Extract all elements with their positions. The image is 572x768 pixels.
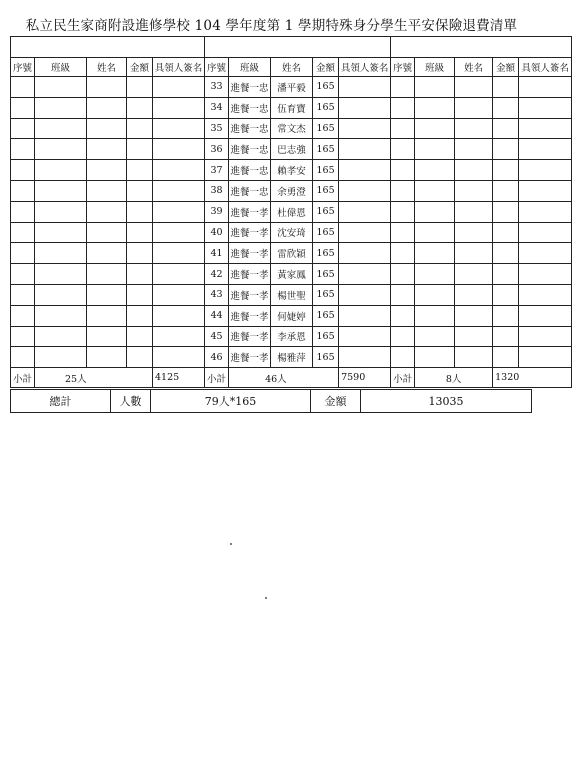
section-1-signature-cell [153,180,205,201]
table-row [11,284,572,305]
section-3-amount-cell [493,243,519,264]
section-3-no-cell [391,305,415,326]
section-3-no-cell [391,284,415,305]
subtotal-amount-1: 4125 [153,368,205,388]
section-1-amount-cell [127,180,153,201]
section-2-amount-cell: 165 [313,347,339,368]
section-3-no-cell [391,160,415,181]
section-1-name-cell [87,284,127,305]
section-1-no-cell [11,347,35,368]
section-2-name-cell: 雷欣穎 [271,243,313,264]
section-1-name-cell [87,77,127,98]
header-signature: 具領人簽名 [519,58,572,77]
blank-top-row [11,37,572,58]
section-2-no-cell: 45 [205,326,229,347]
section-1-name-cell [87,305,127,326]
section-3-signature-cell [519,243,572,264]
section-3-amount-cell [493,347,519,368]
section-3-no-cell [391,139,415,160]
section-2-class-cell: 進餐一孝 [229,305,271,326]
section-1-no-cell [11,264,35,285]
section-2-class-cell: 進餐一忠 [229,180,271,201]
section-1-class-cell [35,243,87,264]
section-2-amount-cell: 165 [313,243,339,264]
section-1-signature-cell [153,326,205,347]
section-2-amount-cell: 165 [313,264,339,285]
section-2-class-cell: 進餐一忠 [229,139,271,160]
section-3-name-cell [455,77,493,98]
section-2-signature-cell [339,201,391,222]
section-2-name-cell: 沈安琦 [271,222,313,243]
scan-speck [230,543,232,545]
section-2-signature-cell [339,347,391,368]
section-2-no-cell: 38 [205,180,229,201]
table-row [11,326,572,347]
section-3-amount-cell [493,160,519,181]
section-2-name-cell: 伍育寶 [271,97,313,118]
section-1-name-cell [87,97,127,118]
section-3-signature-cell [519,180,572,201]
total-amount-value: 13035 [361,390,532,413]
section-3-signature-cell [519,264,572,285]
section-1-no-cell [11,97,35,118]
section-3-class-cell [415,264,455,285]
section-2-class-cell: 進餐一孝 [229,222,271,243]
section-3-amount-cell [493,326,519,347]
section-3-signature-cell [519,201,572,222]
table-row [11,243,572,264]
section-3-amount-cell [493,118,519,139]
section-1-signature-cell [153,264,205,285]
section-3-class-cell [415,118,455,139]
section-2-amount-cell: 165 [313,97,339,118]
section-2-no-cell: 36 [205,139,229,160]
section-2-amount-cell: 165 [313,201,339,222]
section-1-class-cell [35,222,87,243]
subtotal-label: 小計 [391,368,415,388]
section-3-class-cell [415,326,455,347]
section-3-name-cell [455,180,493,201]
section-3-class-cell [415,222,455,243]
header-amount: 金額 [127,58,153,77]
section-1-amount-cell [127,264,153,285]
section-3-no-cell [391,201,415,222]
section-2-signature-cell [339,97,391,118]
total-label: 總計 [11,390,111,413]
section-3-no-cell [391,264,415,285]
section-2-name-cell: 楊世聖 [271,284,313,305]
section-1-class-cell [35,264,87,285]
header-amount: 金額 [493,58,519,77]
section-1-name-cell [87,243,127,264]
section-1-signature-cell [153,305,205,326]
section-3-name-cell [455,243,493,264]
section-1-amount-cell [127,222,153,243]
section-2-signature-cell [339,264,391,285]
table-row [11,139,572,160]
header-name: 姓名 [87,58,127,77]
section-3-signature-cell [519,305,572,326]
section-2-class-cell: 進餐一孝 [229,243,271,264]
section-1-amount-cell [127,97,153,118]
section-1-signature-cell [153,139,205,160]
section-1-name-cell [87,222,127,243]
section-2-class-cell: 進餐一孝 [229,284,271,305]
section-2-class-cell: 進餐一孝 [229,347,271,368]
section-2-signature-cell [339,180,391,201]
section-2-name-cell: 杜偉恩 [271,201,313,222]
section-3-no-cell [391,222,415,243]
section-2-name-cell: 賴孝安 [271,160,313,181]
section-2-class-cell: 進餐一忠 [229,77,271,98]
section-2-name-cell: 巴志強 [271,139,313,160]
section-1-amount-cell [127,201,153,222]
table-row [11,77,572,98]
section-3-signature-cell [519,326,572,347]
section-1-top-cell [11,37,205,58]
subtotal-amount-3: 1320 [493,368,572,388]
section-1-class-cell [35,284,87,305]
section-2-signature-cell [339,118,391,139]
header-name: 姓名 [271,58,313,77]
section-1-amount-cell [127,305,153,326]
section-2-amount-cell: 165 [313,180,339,201]
header-signature: 具領人簽名 [339,58,391,77]
section-3-signature-cell [519,118,572,139]
section-3-name-cell [455,222,493,243]
total-count-value: 79人*165 [151,390,311,413]
section-3-name-cell [455,118,493,139]
section-1-no-cell [11,284,35,305]
header-row [11,58,572,77]
section-3-class-cell [415,201,455,222]
document-title: 私立民生家商附設進修學校 104 學年度第 1 學期特殊身分學生平安保險退費清單 [25,18,518,34]
section-1-no-cell [11,160,35,181]
section-2-no-cell: 34 [205,97,229,118]
section-2-name-cell: 黃家鳳 [271,264,313,285]
header-name: 姓名 [455,58,493,77]
section-1-name-cell [87,326,127,347]
section-2-class-cell: 進餐一忠 [229,97,271,118]
section-3-name-cell [455,264,493,285]
section-1-amount-cell [127,160,153,181]
section-1-class-cell [35,97,87,118]
section-3-amount-cell [493,139,519,160]
section-1-amount-cell [127,243,153,264]
section-3-signature-cell [519,139,572,160]
section-1-no-cell [11,222,35,243]
total-count-label: 人數 [111,390,151,413]
section-2-name-cell: 余勇澄 [271,180,313,201]
section-2-name-cell: 何婕婷 [271,305,313,326]
grand-total-table [10,389,532,413]
section-3-no-cell [391,243,415,264]
header-signature: 具領人簽名 [153,58,205,77]
section-3-name-cell [455,305,493,326]
header-no: 序號 [11,58,35,77]
section-1-no-cell [11,77,35,98]
section-1-no-cell [11,305,35,326]
section-3-class-cell [415,284,455,305]
section-2-no-cell: 33 [205,77,229,98]
section-1-class-cell [35,347,87,368]
section-3-class-cell [415,347,455,368]
section-2-no-cell: 37 [205,160,229,181]
section-1-class-cell [35,201,87,222]
section-1-name-cell [87,180,127,201]
section-2-class-cell: 進餐一忠 [229,118,271,139]
section-2-name-cell: 楊雅萍 [271,347,313,368]
section-1-signature-cell [153,347,205,368]
section-1-signature-cell [153,77,205,98]
section-2-no-cell: 40 [205,222,229,243]
table-row [11,347,572,368]
subtotal-label: 小計 [205,368,229,388]
section-3-name-cell [455,347,493,368]
table-row [11,160,572,181]
table-row [11,222,572,243]
section-2-no-cell: 39 [205,201,229,222]
section-3-amount-cell [493,201,519,222]
section-1-amount-cell [127,118,153,139]
section-2-top-cell [205,37,391,58]
section-3-amount-cell [493,77,519,98]
section-3-no-cell [391,326,415,347]
section-1-no-cell [11,139,35,160]
section-1-name-cell [87,139,127,160]
section-3-amount-cell [493,180,519,201]
section-2-name-cell: 潘平毅 [271,77,313,98]
section-1-name-cell [87,264,127,285]
header-class: 班級 [229,58,271,77]
section-1-no-cell [11,180,35,201]
subtotal-count-2: 46人 [229,368,339,388]
section-2-amount-cell: 165 [313,160,339,181]
section-3-class-cell [415,97,455,118]
section-1-class-cell [35,139,87,160]
section-1-no-cell [11,326,35,347]
section-2-signature-cell [339,243,391,264]
scan-speck [265,597,267,599]
section-1-signature-cell [153,284,205,305]
section-3-no-cell [391,347,415,368]
section-2-signature-cell [339,77,391,98]
section-3-no-cell [391,180,415,201]
subtotal-count-3: 8人 [415,368,493,388]
subtotal-count-1: 25人 [35,368,153,388]
section-1-no-cell [11,201,35,222]
header-no: 序號 [205,58,229,77]
section-3-class-cell [415,305,455,326]
header-class: 班級 [415,58,455,77]
section-1-name-cell [87,118,127,139]
section-2-signature-cell [339,139,391,160]
section-1-signature-cell [153,160,205,181]
section-3-class-cell [415,139,455,160]
table-row [11,264,572,285]
subtotal-amount-2: 7590 [339,368,391,388]
header-class: 班級 [35,58,87,77]
section-1-name-cell [87,347,127,368]
table-row [11,305,572,326]
section-3-top-cell [391,37,572,58]
section-3-class-cell [415,180,455,201]
section-3-no-cell [391,118,415,139]
section-3-amount-cell [493,305,519,326]
section-2-no-cell: 46 [205,347,229,368]
section-3-amount-cell [493,97,519,118]
section-2-amount-cell: 165 [313,222,339,243]
section-1-no-cell [11,118,35,139]
section-1-class-cell [35,77,87,98]
section-2-class-cell: 進餐一孝 [229,326,271,347]
section-3-name-cell [455,139,493,160]
section-2-amount-cell: 165 [313,118,339,139]
section-1-class-cell [35,180,87,201]
section-3-signature-cell [519,347,572,368]
section-3-class-cell [415,77,455,98]
table-row [11,201,572,222]
section-2-amount-cell: 165 [313,326,339,347]
section-2-name-cell: 常文杰 [271,118,313,139]
section-1-signature-cell [153,97,205,118]
section-2-no-cell: 42 [205,264,229,285]
section-1-class-cell [35,305,87,326]
section-1-class-cell [35,326,87,347]
section-2-amount-cell: 165 [313,139,339,160]
header-no: 序號 [391,58,415,77]
section-2-signature-cell [339,222,391,243]
section-3-amount-cell [493,264,519,285]
section-1-class-cell [35,118,87,139]
section-2-signature-cell [339,160,391,181]
header-amount: 金額 [313,58,339,77]
section-2-amount-cell: 165 [313,77,339,98]
section-2-no-cell: 43 [205,284,229,305]
section-1-signature-cell [153,201,205,222]
section-1-amount-cell [127,326,153,347]
section-3-name-cell [455,284,493,305]
section-2-signature-cell [339,305,391,326]
section-1-signature-cell [153,243,205,264]
section-2-name-cell: 李承恩 [271,326,313,347]
section-2-class-cell: 進餐一孝 [229,201,271,222]
section-3-name-cell [455,160,493,181]
subtotal-row [11,368,572,388]
section-2-amount-cell: 165 [313,305,339,326]
section-1-class-cell [35,160,87,181]
section-3-amount-cell [493,284,519,305]
section-2-class-cell: 進餐一孝 [229,264,271,285]
section-3-signature-cell [519,77,572,98]
section-3-signature-cell [519,284,572,305]
section-2-class-cell: 進餐一忠 [229,160,271,181]
section-1-signature-cell [153,222,205,243]
section-3-signature-cell [519,222,572,243]
section-3-class-cell [415,243,455,264]
table-row [11,180,572,201]
section-3-name-cell [455,201,493,222]
section-3-amount-cell [493,222,519,243]
section-2-signature-cell [339,326,391,347]
section-1-amount-cell [127,347,153,368]
section-3-name-cell [455,326,493,347]
section-3-signature-cell [519,160,572,181]
section-2-no-cell: 35 [205,118,229,139]
section-3-signature-cell [519,97,572,118]
grand-total-row [11,390,532,413]
section-1-no-cell [11,243,35,264]
section-3-no-cell [391,97,415,118]
section-2-no-cell: 44 [205,305,229,326]
section-1-signature-cell [153,118,205,139]
section-2-no-cell: 41 [205,243,229,264]
section-1-amount-cell [127,284,153,305]
section-3-class-cell [415,160,455,181]
section-1-name-cell [87,201,127,222]
section-3-name-cell [455,97,493,118]
refund-list-table [10,36,572,388]
section-1-amount-cell [127,77,153,98]
section-1-name-cell [87,160,127,181]
subtotal-label: 小計 [11,368,35,388]
section-1-amount-cell [127,139,153,160]
table-row [11,118,572,139]
section-2-signature-cell [339,284,391,305]
table-row [11,97,572,118]
total-amount-label: 金額 [311,390,361,413]
section-2-amount-cell: 165 [313,284,339,305]
section-3-no-cell [391,77,415,98]
